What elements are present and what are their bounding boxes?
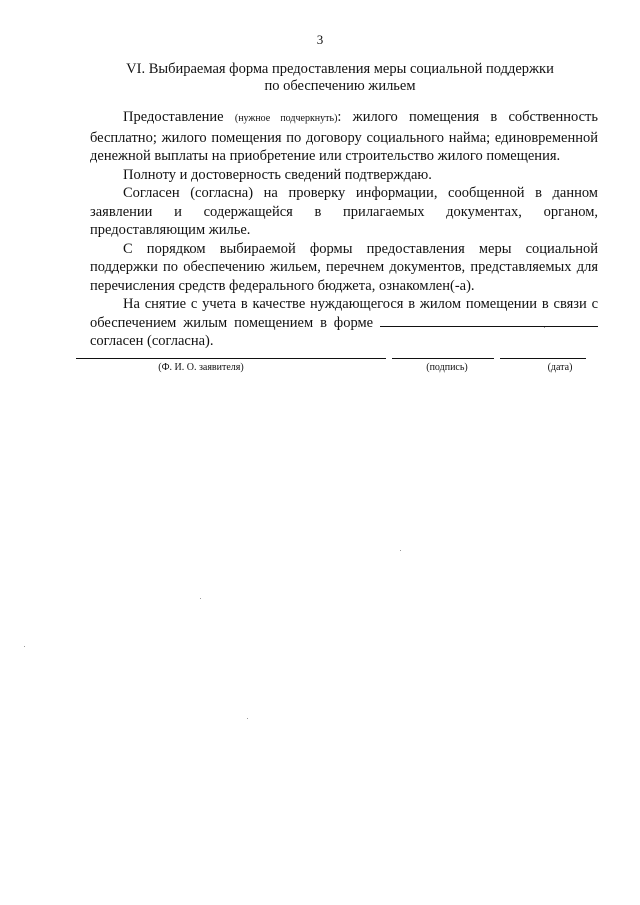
page-number: 3 xyxy=(316,32,324,47)
scan-speck xyxy=(247,718,248,719)
scan-speck xyxy=(544,327,545,328)
scan-speck xyxy=(400,550,401,551)
signature-label: (подпись) xyxy=(426,362,468,373)
paragraph-confirmation: Полноту и достоверность сведений подтверждаю. xyxy=(123,166,432,183)
paragraph-form-choice xyxy=(90,108,598,166)
document-body xyxy=(90,108,598,351)
form-choice-lead: Предоставление xyxy=(123,109,224,125)
section-title-line-2: по обеспечению жильем xyxy=(264,78,416,94)
paragraph-verification-consent: Согласен (согласна) на проверку информации, сообщенной в данном заявлении и содержащейся в прилагаемых документах, органом, предоставляющим жилье. xyxy=(90,185,598,238)
paragraph-deregistration-consent xyxy=(90,295,598,351)
form-blank-field[interactable] xyxy=(380,325,598,327)
deregistration-text: На снятие с учета в качестве нуждающегося в жилом помещении в связи с обеспечением жилым помещением в форме xyxy=(90,296,598,331)
section-title xyxy=(90,61,590,95)
scan-speck xyxy=(24,646,25,647)
underline-instruction: (нужное подчеркнуть) xyxy=(234,113,338,124)
deregistration-end: согласен (согласна). xyxy=(90,333,214,349)
date-line[interactable] xyxy=(500,358,586,359)
date-label: (дата) xyxy=(547,362,573,373)
name-signature-line[interactable] xyxy=(76,358,386,359)
name-label: (Ф. И. О. заявителя) xyxy=(158,362,244,373)
scan-speck xyxy=(200,598,201,599)
section-title-line-1: VI. Выбираемая форма предоставления меры социальной поддержки xyxy=(126,61,554,77)
form-choice-options: : жилого помещения в собственность бесплатно; жилого помещения по договору социального найма; единовременной денежной выплаты на приобретение или строительство жилого помещения. xyxy=(90,109,598,164)
paragraph-procedure-acknowledgement: С порядком выбираемой формы предоставления меры социальной поддержки по обеспечению жильем, перечнем документов, представляемых для перечисления средств федерального бюджета, ознакомлен(-а). xyxy=(90,240,598,294)
signature-line[interactable] xyxy=(392,358,494,359)
